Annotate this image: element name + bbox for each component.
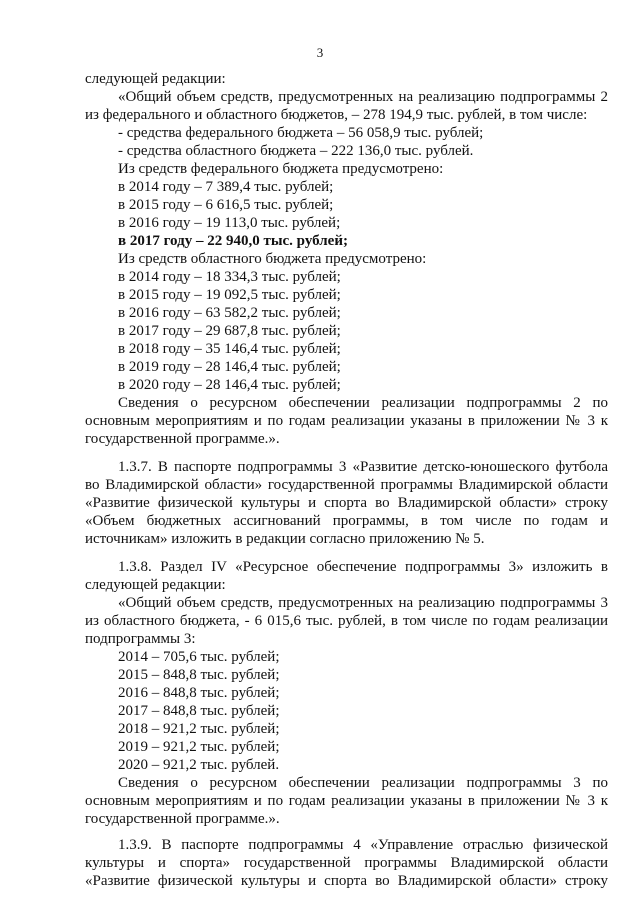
text-line: 2014 – 705,6 тыс. рублей; [118, 649, 280, 665]
text-line: в 2014 году – 18 334,3 тыс. рублей; [118, 269, 341, 285]
text-line: в 2019 году – 28 146,4 тыс. рублей; [118, 359, 341, 375]
text-line: в 2016 году – 63 582,2 тыс. рублей; [118, 305, 341, 321]
text-line: основным мероприятиям и по годам реализации указаны в приложении № 3 к [85, 413, 608, 429]
text-line: Из средств федерального бюджета предусмотрено: [118, 161, 444, 177]
text-line: в 2014 году – 7 389,4 тыс. рублей; [118, 179, 334, 195]
page-number: 3 [316, 45, 324, 60]
text-line: «Развитие физической культуры и спорта во Владимирской области» строку [85, 495, 608, 511]
text-line: во Владимирской области» государственной программы Владимирской области [85, 477, 608, 493]
text-line: 2020 – 921,2 тыс. рублей. [118, 757, 280, 773]
text-line: 1.3.7. В паспорте подпрограммы 3 «Развитие детско-юношеского футбола [118, 459, 608, 475]
text-line: 2017 – 848,8 тыс. рублей; [118, 703, 280, 719]
text-line: следующей редакции: [85, 577, 226, 593]
text-line: подпрограммы 3: [85, 631, 196, 647]
text-line: Из средств областного бюджета предусмотрено: [118, 251, 427, 267]
text-line: «Общий объем средств, предусмотренных на реализацию подпрограммы 2 [118, 89, 608, 105]
text-line: 1.3.8. Раздел IV «Ресурсное обеспечение подпрограммы 3» изложить в [118, 559, 608, 575]
text-line: 2016 – 848,8 тыс. рублей; [118, 685, 280, 701]
text-line: 2019 – 921,2 тыс. рублей; [118, 739, 280, 755]
text-line: в 2017 году – 22 940,0 тыс. рублей; [118, 233, 348, 249]
text-line: в 2016 году – 19 113,0 тыс. рублей; [118, 215, 341, 231]
text-line: «Объем бюджетных ассигнований программы, в том числе по годам и [85, 513, 608, 529]
text-line: - средства областного бюджета – 222 136,0 тыс. рублей. [118, 143, 474, 159]
text-line: «Общий объем средств, предусмотренных на реализацию подпрограммы 3 [118, 595, 608, 611]
text-line: из федерального и областного бюджетов, – 278 194,9 тыс. рублей, в том числе: [85, 107, 588, 123]
text-line: в 2015 году – 6 616,5 тыс. рублей; [118, 197, 334, 213]
text-line: основным мероприятиям и по годам реализации указаны в приложении № 3 к [85, 793, 608, 809]
text-line: 2015 – 848,8 тыс. рублей; [118, 667, 280, 683]
text-line: 2018 – 921,2 тыс. рублей; [118, 721, 280, 737]
text-line: культуры и спорта» государственной программы Владимирской области [85, 855, 608, 871]
text-line: в 2015 году – 19 092,5 тыс. рублей; [118, 287, 341, 303]
text-line: Сведения о ресурсном обеспечении реализации подпрограммы 3 по [118, 775, 608, 791]
text-line: в 2017 году – 29 687,8 тыс. рублей; [118, 323, 341, 339]
text-line: 1.3.9. В паспорте подпрограммы 4 «Управление отраслью физической [118, 837, 608, 853]
text-line: из областного бюджета, - 6 015,6 тыс. рублей, в том числе по годам реализации [85, 613, 608, 629]
text-line: Сведения о ресурсном обеспечении реализации подпрограммы 2 по [118, 395, 608, 411]
text-line: источникам» изложить в редакции согласно приложению № 5. [85, 531, 485, 547]
text-line: в 2020 году – 28 146,4 тыс. рублей; [118, 377, 341, 393]
text-line: следующей редакции: [85, 71, 226, 87]
text-line: - средства федерального бюджета – 56 058,9 тыс. рублей; [118, 125, 484, 141]
text-line: государственной программе.». [85, 431, 280, 447]
text-line: государственной программе.». [85, 811, 280, 827]
text-line: «Развитие физической культуры и спорта во Владимирской области» строку [85, 873, 608, 889]
text-line: в 2018 году – 35 146,4 тыс. рублей; [118, 341, 341, 357]
